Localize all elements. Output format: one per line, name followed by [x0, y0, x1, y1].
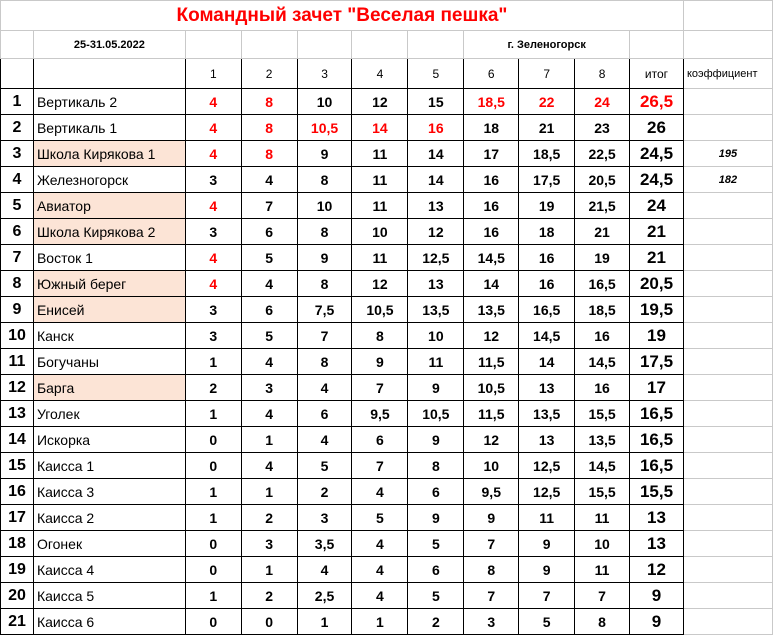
round-score-cell[interactable]: 1 [352, 609, 408, 635]
coefficient-cell[interactable] [683, 531, 772, 557]
team-name-cell[interactable]: Каисса 3 [33, 479, 185, 505]
round-score-cell[interactable]: 6 [241, 297, 297, 323]
round-score-cell[interactable]: 20,5 [575, 167, 630, 193]
total-cell[interactable]: 24,5 [630, 167, 684, 193]
round-score-cell[interactable]: 2 [241, 505, 297, 531]
coefficient-cell[interactable] [683, 583, 772, 609]
place-cell[interactable]: 6 [1, 219, 34, 245]
round-score-cell[interactable]: 1 [241, 427, 297, 453]
total-cell[interactable]: 13 [630, 505, 684, 531]
coefficient-cell[interactable] [683, 349, 772, 375]
round-score-cell[interactable]: 18 [519, 219, 575, 245]
round-score-cell[interactable]: 6 [297, 401, 352, 427]
team-name-cell[interactable]: Каисса 6 [33, 609, 185, 635]
place-cell[interactable]: 8 [1, 271, 34, 297]
empty-cell[interactable] [683, 31, 772, 59]
team-name-cell[interactable]: Каисса 2 [33, 505, 185, 531]
round-score-cell[interactable]: 21,5 [575, 193, 630, 219]
round-score-cell[interactable]: 19 [519, 193, 575, 219]
coefficient-cell[interactable] [683, 427, 772, 453]
round-score-cell[interactable]: 24 [575, 89, 630, 115]
team-name-cell[interactable]: Каисса 1 [33, 453, 185, 479]
round-score-cell[interactable]: 4 [352, 531, 408, 557]
round-score-cell[interactable]: 4 [352, 557, 408, 583]
round-score-cell[interactable]: 4 [185, 115, 241, 141]
coefficient-cell[interactable] [683, 89, 772, 115]
round-score-cell[interactable]: 5 [297, 453, 352, 479]
place-cell[interactable]: 14 [1, 427, 34, 453]
round-score-cell[interactable]: 0 [185, 453, 241, 479]
round-score-cell[interactable]: 14 [464, 271, 519, 297]
round-score-cell[interactable]: 4 [297, 427, 352, 453]
date-range[interactable]: 25-31.05.2022 [33, 31, 185, 59]
round-score-cell[interactable]: 9 [408, 375, 464, 401]
place-cell[interactable]: 19 [1, 557, 34, 583]
round-score-cell[interactable]: 7,5 [297, 297, 352, 323]
round-score-cell[interactable]: 21 [575, 219, 630, 245]
table-row [1, 141, 773, 167]
place-cell[interactable]: 15 [1, 453, 34, 479]
coefficient-cell[interactable] [683, 193, 772, 219]
table-row [1, 89, 773, 115]
round-header[interactable]: 6 [464, 59, 519, 89]
round-score-cell[interactable]: 11 [519, 505, 575, 531]
round-score-cell[interactable]: 10,5 [352, 297, 408, 323]
total-cell[interactable]: 16,5 [630, 453, 684, 479]
round-header[interactable]: 4 [352, 59, 408, 89]
round-score-cell[interactable]: 18 [464, 115, 519, 141]
round-score-cell[interactable]: 9,5 [352, 401, 408, 427]
round-score-cell[interactable]: 9 [352, 349, 408, 375]
round-score-cell[interactable]: 8 [408, 453, 464, 479]
team-name-cell[interactable]: Енисей [33, 297, 185, 323]
round-score-cell[interactable]: 12 [352, 271, 408, 297]
coefficient-cell[interactable] [683, 557, 772, 583]
table-row [1, 531, 773, 557]
round-score-cell[interactable]: 10 [408, 323, 464, 349]
round-score-cell[interactable]: 5 [519, 609, 575, 635]
table-row [1, 245, 773, 271]
empty-cell[interactable] [630, 31, 684, 59]
table-row [1, 271, 773, 297]
round-score-cell[interactable]: 5 [241, 323, 297, 349]
round-score-cell[interactable]: 1 [185, 479, 241, 505]
round-score-cell[interactable]: 4 [241, 167, 297, 193]
round-score-cell[interactable]: 9 [408, 427, 464, 453]
round-score-cell[interactable]: 13 [519, 375, 575, 401]
round-score-cell[interactable]: 11 [352, 141, 408, 167]
round-score-cell[interactable]: 8 [241, 89, 297, 115]
total-cell[interactable]: 16,5 [630, 401, 684, 427]
round-score-cell[interactable]: 5 [241, 245, 297, 271]
round-score-cell[interactable]: 6 [352, 427, 408, 453]
place-cell[interactable]: 3 [1, 141, 34, 167]
round-score-cell[interactable]: 2 [408, 609, 464, 635]
round-score-cell[interactable]: 16 [519, 271, 575, 297]
title-row [1, 1, 773, 31]
round-score-cell[interactable]: 16 [575, 375, 630, 401]
coefficient-cell[interactable] [683, 219, 772, 245]
round-score-cell[interactable]: 16 [464, 219, 519, 245]
round-score-cell[interactable]: 12 [352, 89, 408, 115]
round-score-cell[interactable]: 3 [241, 531, 297, 557]
round-score-cell[interactable]: 7 [575, 583, 630, 609]
coefficient-header[interactable]: коэффициент [683, 59, 772, 89]
round-score-cell[interactable]: 1 [185, 401, 241, 427]
round-score-cell[interactable]: 18,5 [464, 89, 519, 115]
round-score-cell[interactable]: 1 [241, 557, 297, 583]
round-score-cell[interactable]: 1 [185, 349, 241, 375]
team-name-cell[interactable]: Каисса 4 [33, 557, 185, 583]
round-score-cell[interactable]: 13,5 [519, 401, 575, 427]
round-score-cell[interactable]: 4 [241, 453, 297, 479]
table-row [1, 297, 773, 323]
round-score-cell[interactable]: 2 [297, 479, 352, 505]
round-score-cell[interactable]: 0 [185, 609, 241, 635]
round-score-cell[interactable]: 15,5 [575, 401, 630, 427]
coefficient-cell[interactable] [683, 479, 772, 505]
round-score-cell[interactable]: 14,5 [519, 323, 575, 349]
team-name-cell[interactable]: Вертикаль 2 [33, 89, 185, 115]
round-score-cell[interactable]: 4 [352, 583, 408, 609]
total-cell[interactable]: 21 [630, 219, 684, 245]
total-cell[interactable]: 9 [630, 583, 684, 609]
round-score-cell[interactable]: 4 [185, 193, 241, 219]
team-name-cell[interactable]: Каисса 5 [33, 583, 185, 609]
round-score-cell[interactable]: 4 [185, 245, 241, 271]
round-score-cell[interactable]: 23 [575, 115, 630, 141]
header-row [1, 59, 773, 89]
table-row [1, 193, 773, 219]
place-cell[interactable]: 16 [1, 479, 34, 505]
team-name-cell[interactable]: Огонек [33, 531, 185, 557]
place-cell[interactable]: 21 [1, 609, 34, 635]
round-score-cell[interactable]: 3 [185, 297, 241, 323]
round-score-cell[interactable]: 3 [297, 505, 352, 531]
round-score-cell[interactable]: 12 [464, 427, 519, 453]
place-cell[interactable]: 11 [1, 349, 34, 375]
total-cell[interactable]: 26,5 [630, 89, 684, 115]
total-cell[interactable]: 24 [630, 193, 684, 219]
round-score-cell[interactable]: 5 [352, 505, 408, 531]
round-score-cell[interactable]: 2 [241, 583, 297, 609]
round-score-cell[interactable]: 3 [185, 323, 241, 349]
round-score-cell[interactable]: 5 [408, 583, 464, 609]
round-score-cell[interactable]: 12,5 [519, 479, 575, 505]
round-score-cell[interactable]: 12,5 [408, 245, 464, 271]
place-cell[interactable]: 17 [1, 505, 34, 531]
team-name-cell[interactable]: Школа Кирякова 2 [33, 219, 185, 245]
round-score-cell[interactable]: 2,5 [297, 583, 352, 609]
coefficient-cell[interactable] [683, 271, 772, 297]
empty-cell[interactable] [352, 31, 408, 59]
empty-cell[interactable] [408, 31, 464, 59]
round-score-cell[interactable]: 14 [519, 349, 575, 375]
coefficient-cell[interactable] [683, 375, 772, 401]
round-score-cell[interactable]: 13 [408, 271, 464, 297]
coefficient-cell[interactable]: 195 [683, 141, 772, 167]
total-cell[interactable]: 13 [630, 531, 684, 557]
team-name-cell[interactable]: Вертикаль 1 [33, 115, 185, 141]
round-score-cell[interactable]: 12,5 [519, 453, 575, 479]
total-cell[interactable]: 24,5 [630, 141, 684, 167]
coefficient-cell[interactable] [683, 401, 772, 427]
total-cell[interactable]: 26 [630, 115, 684, 141]
table-row [1, 375, 773, 401]
round-score-cell[interactable]: 8 [464, 557, 519, 583]
round-score-cell[interactable]: 0 [241, 609, 297, 635]
total-header[interactable]: итог [630, 59, 684, 89]
round-score-cell[interactable]: 16 [464, 193, 519, 219]
round-score-cell[interactable]: 9 [519, 531, 575, 557]
round-score-cell[interactable]: 4 [185, 271, 241, 297]
round-score-cell[interactable]: 14 [352, 115, 408, 141]
round-score-cell[interactable]: 15 [408, 89, 464, 115]
round-score-cell[interactable]: 1 [241, 479, 297, 505]
round-score-cell[interactable]: 3 [464, 609, 519, 635]
round-score-cell[interactable]: 21 [519, 115, 575, 141]
round-score-cell[interactable]: 4 [185, 89, 241, 115]
round-score-cell[interactable]: 10,5 [297, 115, 352, 141]
round-score-cell[interactable]: 14,5 [575, 349, 630, 375]
table-title[interactable]: Командный зачет "Веселая пешка" [1, 1, 684, 31]
round-score-cell[interactable]: 11 [352, 245, 408, 271]
round-score-cell[interactable]: 13 [408, 193, 464, 219]
round-score-cell[interactable]: 8 [297, 219, 352, 245]
round-score-cell[interactable]: 7 [241, 193, 297, 219]
place-cell[interactable]: 9 [1, 297, 34, 323]
round-score-cell[interactable]: 6 [241, 219, 297, 245]
round-score-cell[interactable]: 10,5 [464, 375, 519, 401]
round-score-cell[interactable]: 8 [352, 323, 408, 349]
round-score-cell[interactable]: 16,5 [575, 271, 630, 297]
table-row [1, 323, 773, 349]
team-name-cell[interactable]: Южный берег [33, 271, 185, 297]
table-row [1, 479, 773, 505]
round-score-cell[interactable]: 18,5 [575, 297, 630, 323]
round-score-cell[interactable]: 4 [241, 401, 297, 427]
coefficient-cell[interactable] [683, 505, 772, 531]
round-score-cell[interactable]: 0 [185, 427, 241, 453]
round-score-cell[interactable]: 14 [408, 167, 464, 193]
empty-cell[interactable] [1, 59, 34, 89]
round-score-cell[interactable]: 4 [297, 375, 352, 401]
round-score-cell[interactable]: 11,5 [464, 401, 519, 427]
place-cell[interactable]: 4 [1, 167, 34, 193]
place-cell[interactable]: 18 [1, 531, 34, 557]
round-score-cell[interactable]: 17,5 [519, 167, 575, 193]
round-score-cell[interactable]: 16 [519, 245, 575, 271]
round-score-cell[interactable]: 14 [408, 141, 464, 167]
round-score-cell[interactable]: 22,5 [575, 141, 630, 167]
round-score-cell[interactable]: 10 [297, 193, 352, 219]
coefficient-cell[interactable] [683, 297, 772, 323]
total-cell[interactable]: 19 [630, 323, 684, 349]
team-name-cell[interactable]: Железногорск [33, 167, 185, 193]
round-score-cell[interactable]: 3 [241, 375, 297, 401]
place-cell[interactable]: 7 [1, 245, 34, 271]
round-score-cell[interactable]: 12 [464, 323, 519, 349]
table-row [1, 401, 773, 427]
team-name-cell[interactable]: Восток 1 [33, 245, 185, 271]
round-score-cell[interactable]: 11 [352, 193, 408, 219]
round-score-cell[interactable]: 14,5 [575, 453, 630, 479]
total-cell[interactable]: 17,5 [630, 349, 684, 375]
round-score-cell[interactable]: 14,5 [464, 245, 519, 271]
round-score-cell[interactable]: 9 [408, 505, 464, 531]
coefficient-cell[interactable] [683, 245, 772, 271]
coefficient-cell[interactable] [683, 115, 772, 141]
place-cell[interactable]: 13 [1, 401, 34, 427]
round-score-cell[interactable]: 4 [241, 271, 297, 297]
round-score-cell[interactable]: 8 [241, 115, 297, 141]
empty-cell[interactable] [683, 1, 772, 31]
round-score-cell[interactable]: 7 [464, 583, 519, 609]
round-score-cell[interactable]: 0 [185, 531, 241, 557]
round-header[interactable]: 8 [575, 59, 630, 89]
round-score-cell[interactable]: 3 [185, 219, 241, 245]
round-score-cell[interactable]: 11 [408, 349, 464, 375]
round-score-cell[interactable]: 16 [575, 323, 630, 349]
empty-cell[interactable] [297, 31, 352, 59]
table-row [1, 453, 773, 479]
city-label[interactable]: г. Зеленогорск [464, 31, 630, 59]
empty-cell[interactable] [185, 31, 241, 59]
total-cell[interactable]: 17 [630, 375, 684, 401]
round-score-cell[interactable]: 7 [464, 531, 519, 557]
coefficient-cell[interactable] [683, 453, 772, 479]
total-cell[interactable]: 15,5 [630, 479, 684, 505]
round-score-cell[interactable]: 4 [297, 557, 352, 583]
round-score-cell[interactable]: 4 [241, 349, 297, 375]
round-score-cell[interactable]: 1 [297, 609, 352, 635]
round-score-cell[interactable]: 22 [519, 89, 575, 115]
team-name-cell[interactable]: Канск [33, 323, 185, 349]
team-name-cell[interactable]: Богучаны [33, 349, 185, 375]
round-score-cell[interactable]: 16 [408, 115, 464, 141]
table-row [1, 583, 773, 609]
table-row [1, 427, 773, 453]
table-row [1, 557, 773, 583]
place-cell[interactable]: 2 [1, 115, 34, 141]
round-score-cell[interactable]: 8 [297, 349, 352, 375]
table-row [1, 349, 773, 375]
round-score-cell[interactable]: 7 [297, 323, 352, 349]
round-score-cell[interactable]: 11,5 [464, 349, 519, 375]
total-cell[interactable]: 16,5 [630, 427, 684, 453]
total-cell[interactable]: 12 [630, 557, 684, 583]
round-score-cell[interactable]: 9 [519, 557, 575, 583]
round-score-cell[interactable]: 7 [352, 453, 408, 479]
round-header[interactable]: 5 [408, 59, 464, 89]
table-row [1, 505, 773, 531]
place-cell[interactable]: 12 [1, 375, 34, 401]
round-score-cell[interactable]: 8 [297, 271, 352, 297]
round-score-cell[interactable]: 13,5 [575, 427, 630, 453]
round-score-cell[interactable]: 4 [185, 141, 241, 167]
round-header[interactable]: 7 [519, 59, 575, 89]
place-cell[interactable]: 20 [1, 583, 34, 609]
empty-cell[interactable] [1, 31, 34, 59]
team-name-cell[interactable]: Искорка [33, 427, 185, 453]
round-score-cell[interactable]: 5 [408, 531, 464, 557]
round-score-cell[interactable]: 13,5 [464, 297, 519, 323]
round-score-cell[interactable]: 16 [464, 167, 519, 193]
round-score-cell[interactable]: 10,5 [408, 401, 464, 427]
round-score-cell[interactable]: 11 [352, 167, 408, 193]
team-name-cell[interactable]: Авиатор [33, 193, 185, 219]
total-cell[interactable]: 20,5 [630, 271, 684, 297]
table-row [1, 219, 773, 245]
total-cell[interactable]: 21 [630, 245, 684, 271]
round-score-cell[interactable]: 19 [575, 245, 630, 271]
round-score-cell[interactable]: 7 [352, 375, 408, 401]
round-score-cell[interactable]: 13 [519, 427, 575, 453]
round-score-cell[interactable]: 2 [185, 375, 241, 401]
round-score-cell[interactable]: 6 [408, 557, 464, 583]
round-score-cell[interactable]: 0 [185, 557, 241, 583]
round-score-cell[interactable]: 3 [185, 167, 241, 193]
round-score-cell[interactable]: 7 [519, 583, 575, 609]
round-score-cell[interactable]: 18,5 [519, 141, 575, 167]
round-score-cell[interactable]: 10 [297, 89, 352, 115]
round-score-cell[interactable]: 9,5 [464, 479, 519, 505]
place-cell[interactable]: 10 [1, 323, 34, 349]
total-cell[interactable]: 19,5 [630, 297, 684, 323]
round-score-cell[interactable]: 13,5 [408, 297, 464, 323]
round-score-cell[interactable]: 1 [185, 505, 241, 531]
round-score-cell[interactable]: 3,5 [297, 531, 352, 557]
round-score-cell[interactable]: 9 [297, 141, 352, 167]
team-name-cell[interactable]: Уголек [33, 401, 185, 427]
round-score-cell[interactable]: 6 [408, 479, 464, 505]
date-row [1, 31, 773, 59]
round-score-cell[interactable]: 11 [575, 505, 630, 531]
round-score-cell[interactable]: 8 [575, 609, 630, 635]
round-score-cell[interactable]: 10 [575, 531, 630, 557]
round-score-cell[interactable]: 8 [297, 167, 352, 193]
round-score-cell[interactable]: 4 [352, 479, 408, 505]
round-score-cell[interactable]: 10 [464, 453, 519, 479]
table-row [1, 167, 773, 193]
round-score-cell[interactable]: 10 [352, 219, 408, 245]
round-score-cell[interactable]: 9 [297, 245, 352, 271]
round-header[interactable]: 2 [241, 59, 297, 89]
team-name-cell[interactable]: Школа Кирякова 1 [33, 141, 185, 167]
round-score-cell[interactable]: 12 [408, 219, 464, 245]
round-score-cell[interactable]: 9 [464, 505, 519, 531]
total-cell[interactable]: 9 [630, 609, 684, 635]
empty-cell[interactable] [241, 31, 297, 59]
round-score-cell[interactable]: 17 [464, 141, 519, 167]
round-score-cell[interactable]: 8 [241, 141, 297, 167]
coefficient-cell[interactable]: 182 [683, 167, 772, 193]
team-name-cell[interactable]: Барга [33, 375, 185, 401]
round-header[interactable]: 3 [297, 59, 352, 89]
coefficient-cell[interactable] [683, 323, 772, 349]
round-header[interactable]: 1 [185, 59, 241, 89]
round-score-cell[interactable]: 16,5 [519, 297, 575, 323]
place-cell[interactable]: 5 [1, 193, 34, 219]
round-score-cell[interactable]: 11 [575, 557, 630, 583]
round-score-cell[interactable]: 1 [185, 583, 241, 609]
empty-cell[interactable] [33, 59, 185, 89]
place-cell[interactable]: 1 [1, 89, 34, 115]
round-score-cell[interactable]: 15,5 [575, 479, 630, 505]
table-row [1, 115, 773, 141]
